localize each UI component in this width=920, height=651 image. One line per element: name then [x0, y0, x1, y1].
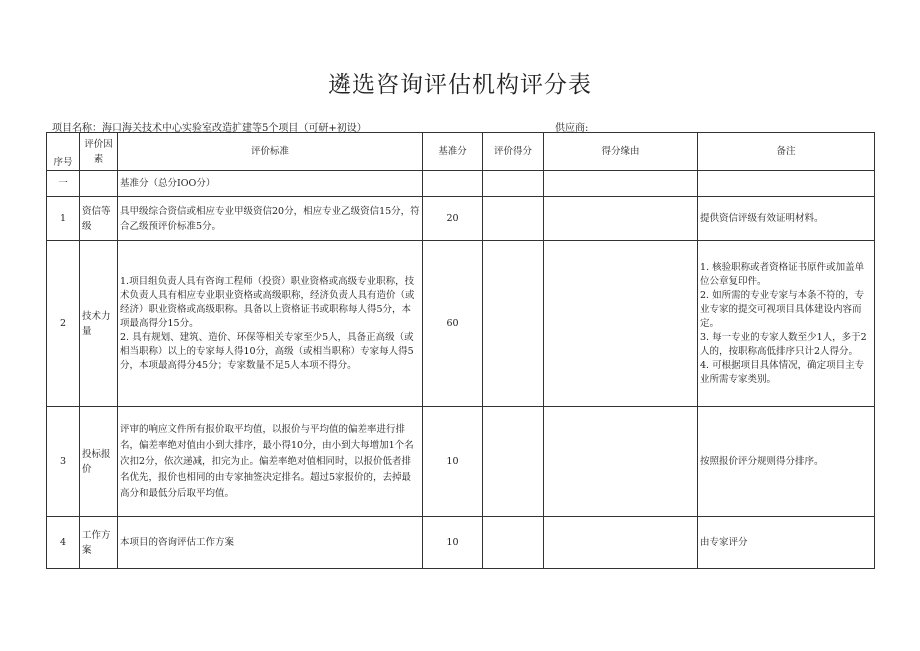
table-row [47, 517, 875, 569]
header-seq-label: 序号 [53, 157, 73, 168]
row-reason [544, 171, 698, 197]
table-row [47, 407, 875, 517]
table-row [47, 241, 875, 407]
row-reason [544, 241, 698, 407]
header-note: 备注 [698, 133, 875, 171]
header-seq [47, 133, 80, 171]
row-reason [544, 517, 698, 569]
header-reason: 得分缘由 [544, 133, 698, 171]
table-row [47, 197, 875, 241]
row-factor [80, 171, 118, 197]
row-seq: 3 [47, 407, 80, 517]
row-base: 20 [423, 197, 483, 241]
criteria-line: 2. 具有规划、建筑、造价、环保等相关专家至少5人，具备正高级（或相当职称）以上的专家每人得10分，高级（或相当职称）专家每人得5分，本项最高得分45分；专家数量不足5人本项不得分。 [120, 331, 414, 371]
supplier-label: 供应商: [555, 123, 589, 134]
row-score [483, 241, 544, 407]
row-note [698, 241, 875, 407]
note-line: 2. 如所需的专业专家与本条不符的，专业专家的提交可视项目具体建设内容而定。 [700, 289, 865, 329]
row-criteria: 基准分（总分IOO分） [118, 171, 423, 197]
note-line: 4. 可根据项目具体情况，确定项目主专业所需专家类别。 [700, 359, 865, 385]
row-seq: 一 [47, 171, 80, 197]
project-name: 项目名称：海口海关技术中心实验室改造扩建等5个项目（可研+初设） [52, 123, 367, 134]
row-base [423, 171, 483, 197]
note-line: 1. 核验职称或者资格证书原件或加盖单位公章复印件。 [700, 261, 865, 287]
header-score: 评价得分 [483, 133, 544, 171]
row-seq: 1 [47, 197, 80, 241]
row-note: 由专家评分 [698, 517, 875, 569]
row-note: 按照报价评分规则得分排序。 [698, 407, 875, 517]
row-criteria [118, 241, 423, 407]
row-factor: 投标报价 [80, 407, 118, 517]
row-reason [544, 197, 698, 241]
row-seq: 2 [47, 241, 80, 407]
header-row [47, 133, 875, 171]
row-seq: 4 [47, 517, 80, 569]
criteria-line: 1.项目组负责人具有咨询工程师（投资）职业资格或高级专业职称，技术负责人具有相应专业职业资格或高级职称，经济负责人具有造价（或经济）职业资格或高级职称。具备以上资格证书或职称每人得5分，本项最高得分15分。 [120, 275, 415, 329]
row-criteria: 评审的响应文件所有报价取平均值，以报价与平均值的偏差率进行排名，偏差率绝对值由小到大排序，最小得10分，由小到大每增加1个名次扣2分，依次递减，扣完为止。偏差率绝对值相同时，以报价低者排名优先，报价也相同的由专家抽签决定排名。超过5家报价的，去掉最高分和最低分后取平均值。 [118, 407, 423, 517]
row-note [698, 171, 875, 197]
row-base: 10 [423, 407, 483, 517]
note-line: 3. 每一专业的专家人数至少1人，多于2人的，按职称高低排序只计2人得分。 [700, 331, 867, 357]
row-factor: 工作方案 [80, 517, 118, 569]
row-factor: 资信等级 [80, 197, 118, 241]
row-note: 提供资信评级有效证明材料。 [698, 197, 875, 241]
row-reason [544, 407, 698, 517]
header-factor: 评价因素 [80, 133, 118, 171]
row-factor: 技术力量 [80, 241, 118, 407]
row-base: 10 [423, 517, 483, 569]
page-title: 遴选咨询评估机构评分表 [328, 72, 592, 98]
row-score [483, 171, 544, 197]
row-base: 60 [423, 241, 483, 407]
header-criteria: 评价标准 [118, 133, 423, 171]
row-score [483, 197, 544, 241]
header-base: 基准分 [423, 133, 483, 171]
row-score [483, 517, 544, 569]
row-score [483, 407, 544, 517]
table-row [47, 171, 875, 197]
row-criteria: 具甲级综合资信或相应专业甲级资信20分，相应专业乙级资信15分，符合乙级预评价标准5分。 [118, 197, 423, 241]
scoring-table [46, 132, 875, 569]
row-criteria: 本项目的咨询评估工作方案 [118, 517, 423, 569]
